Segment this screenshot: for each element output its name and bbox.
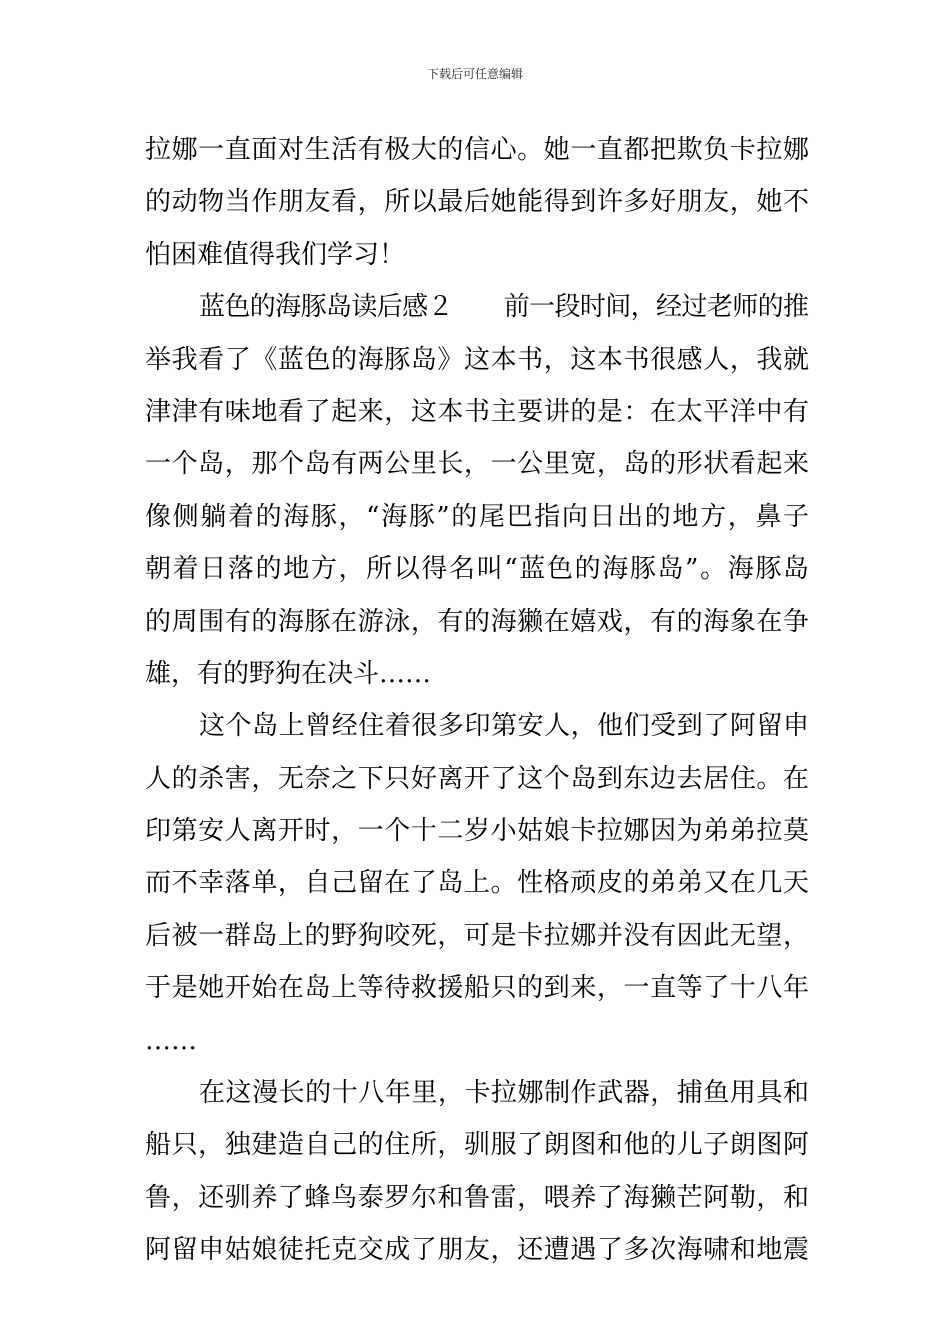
text-line: 举我看了《蓝色的海豚岛》这本书，这本书很感人，我就 [145,344,810,375]
text-line: 津津有味地看了起来，这本书主要讲的是：在太平洋中有 [145,396,810,427]
text-line: 蓝色的海豚岛读后感２ 前一段时间，经过老师的推 [199,292,809,323]
text-line: 后被一群岛上的野狗咬死，可是卡拉娜并没有因此无望， [145,920,810,951]
page-header: 下载后可任意编辑 [426,67,523,81]
text-line: 朝着日落的地方，所以得名叫“蓝色的海豚岛”。海豚岛 [145,554,811,585]
document-body [145,124,809,1277]
text-line: 的周围有的海豚在游泳，有的海獭在嬉戏，有的海象在争 [145,606,810,637]
text-line: 鲁，还驯养了蜂鸟泰罗尔和鲁雷，喂养了海獭芒阿勒，和 [145,1182,810,1213]
text-line: 怕困难值得我们学习！ [145,239,406,270]
text-line: 雄，有的野狗在决斗…… [145,658,432,689]
text-line: 拉娜一直面对生活有极大的信心。她一直都把欺负卡拉娜 [145,135,810,165]
text-line: 于是她开始在岛上等待救援船只的到来，一直等了十八年 [145,973,810,1004]
text-line: 像侧躺着的海豚，“海豚”的尾巴指向日出的地方，鼻子 [145,501,811,532]
text-line: 印第安人离开时，一个十二岁小姑娘卡拉娜因为弟弟拉莫 [145,816,810,847]
text-line: …… [145,1025,197,1056]
text-line: 而不幸落单，自己留在了岛上。性格顽皮的弟弟又在几天 [145,868,810,899]
text-line: 船只，独建造自己的住所，驯服了朗图和他的儿子朗图阿 [145,1130,810,1161]
text-line: 在这漫长的十八年里，卡拉娜制作武器，捕鱼用具和 [199,1078,810,1109]
text-line: 人的杀害，无奈之下只好离开了这个岛到东边去居住。在 [145,763,810,794]
text-line: 的动物当作朋友看，所以最后她能得到许多好朋友，她不 [145,187,810,218]
text-line: 一个岛，那个岛有两公里长，一公里宽，岛的形状看起来 [145,449,810,480]
text-line: 阿留申姑娘徒托克交成了朋友，还遭遇了多次海啸和地震 [145,1235,810,1266]
text-line: 这个岛上曾经住着很多印第安人，他们受到了阿留申 [199,711,810,742]
